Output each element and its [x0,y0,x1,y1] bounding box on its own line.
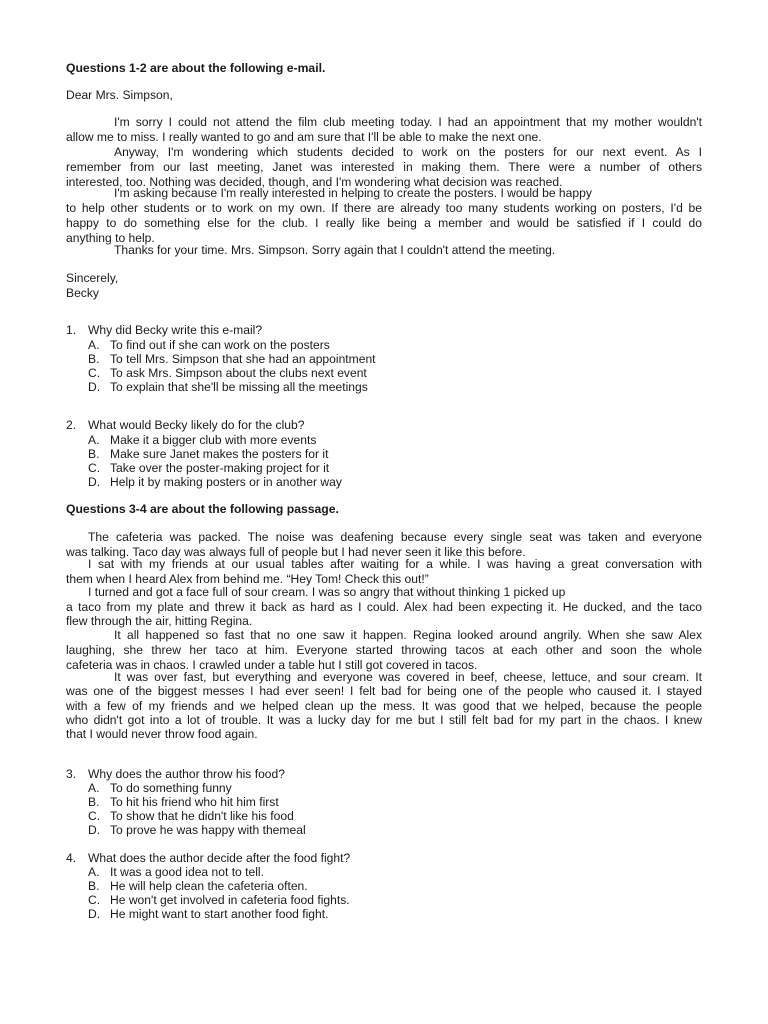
passage-line: them when I heard Alex from behind me. “Hey Tom! Check this out!” [66,572,429,586]
passage-line: I sat with my friends at our usual tables after waiting for a while. I was having a great conversation with [88,557,702,571]
question-2-option-a: A. Make it a bigger club with more events [88,433,317,447]
email-line: Thanks for your time. Mrs. Simpson. Sorry again that I couldn't attend the meeting. [114,243,556,257]
question-text: Why did Becky write this e-mail? [88,323,263,337]
passage-line: laughing, she threw her taco at him. Everyone started throwing tacos at each other and soon the whole [66,643,702,657]
question-1-option-c: C. To ask Mrs. Simpson about the clubs next event [88,366,367,380]
question-4 [66,851,350,866]
passage-line: The cafeteria was packed. The noise was deafening because every single seat was taken and everyone [88,530,702,544]
passage-line: was one of the biggest messes I had ever seen! I felt bad for being one of the people who caused it. I stayed [66,684,702,698]
email-line: anything to help. [66,231,155,245]
passage-line: It was over fast, but everything and everyone was covered in beef, cheese, lettuce, and sour cream. It [114,670,702,684]
passage-line: flew through the air, hitting Regina. [66,614,253,628]
question-number: 3. [66,767,77,781]
question-4-option-c: C. He won't get involved in cafeteria food fights. [88,893,350,907]
question-3-option-a: A. To do something funny [88,781,232,795]
email-line: remember from our last meeting, Janet was interested in making them. There were a number of others [66,160,702,174]
question-4-option-a: A. It was a good idea not to tell. [88,865,264,879]
question-3-option-c: C. To show that he didn't like his food [88,809,294,823]
email-line: to help other students or to work on my own. If there are already too many students working on posters, I'd be [66,201,702,215]
question-number: 4. [66,851,77,865]
passage-line: who didn't got into a lot of trouble. It was a lucky day for me but I still felt bad for my part in the chaos. I knew [66,713,702,727]
email-signature: Becky [66,286,99,300]
passage-line: with a few of my friends and we helped clean up the mess. It was good that we helped, because the people [66,699,702,713]
email-line: Anyway, I'm wondering which students decided to work on the posters for our next event. As I [114,145,702,159]
question-number: 2. [66,418,77,432]
email-line: happy to do something else for the club. I really like being a member and would be satisfied if I could do [66,216,702,230]
email-line: allow me to miss. I really wanted to go and am sure that I'll be able to make the next one. [66,130,542,144]
email-closing: Sincerely, [66,271,119,285]
email-line: I'm sorry I could not attend the film club meeting today. I had an appointment that my mother wouldn't [114,115,702,129]
question-4-option-b: B. He will help clean the cafeteria often. [88,879,308,893]
passage-line: It all happened so fast that no one saw it happen. Regina looked around angrily. When she saw Alex [114,628,702,642]
question-1-option-a: A. To find out if she can work on the posters [88,338,330,352]
question-2-option-b: B. Make sure Janet makes the posters for it [88,447,329,461]
question-2 [66,418,304,433]
question-4-option-d: D. He might want to start another food fight. [88,907,329,921]
question-3 [66,767,285,782]
email-section-heading: Questions 1-2 are about the following e-mail. [66,61,326,75]
question-3-option-d: D. To prove he was happy with themeal [88,823,306,837]
passage-line: that I would never throw food again. [66,727,258,741]
question-1 [66,323,262,338]
question-2-option-c: C. Take over the poster-making project for it [88,461,330,475]
email-line: I'm asking because I'm really interested in helping to create the posters. I would be happy [114,186,592,200]
passage-line: cafeteria was in chaos. I crawled under a table hut I still got covered in tacos. [66,658,478,672]
email-line: interested, too. Nothing was decided, though, and I'm wondering what decision was reached. [66,175,563,189]
question-text: What would Becky likely do for the club? [88,418,305,432]
passage-line: I turned and got a face full of sour cream. I was so angry that without thinking 1 picked up [88,585,566,599]
passage-line: a taco from my plate and threw it back as hard as I could. Alex had been expecting it. He ducked, and the taco [66,600,702,614]
passage-line: was talking. Taco day was always full of people but I had never seen it like this before. [66,545,526,559]
question-2-option-d: D. Help it by making posters or in another way [88,475,342,489]
question-1-option-d: D. To explain that she'll be missing all the meetings [88,380,368,394]
question-1-option-b: B. To tell Mrs. Simpson that she had an appointment [88,352,376,366]
question-text: Why does the author throw his food? [88,767,285,781]
email-salutation: Dear Mrs. Simpson, [66,88,173,102]
passage-section-heading: Questions 3-4 are about the following passage. [66,502,339,516]
question-3-option-b: B. To hit his friend who hit him first [88,795,279,809]
question-text: What does the author decide after the food fight? [88,851,351,865]
question-number: 1. [66,323,77,337]
